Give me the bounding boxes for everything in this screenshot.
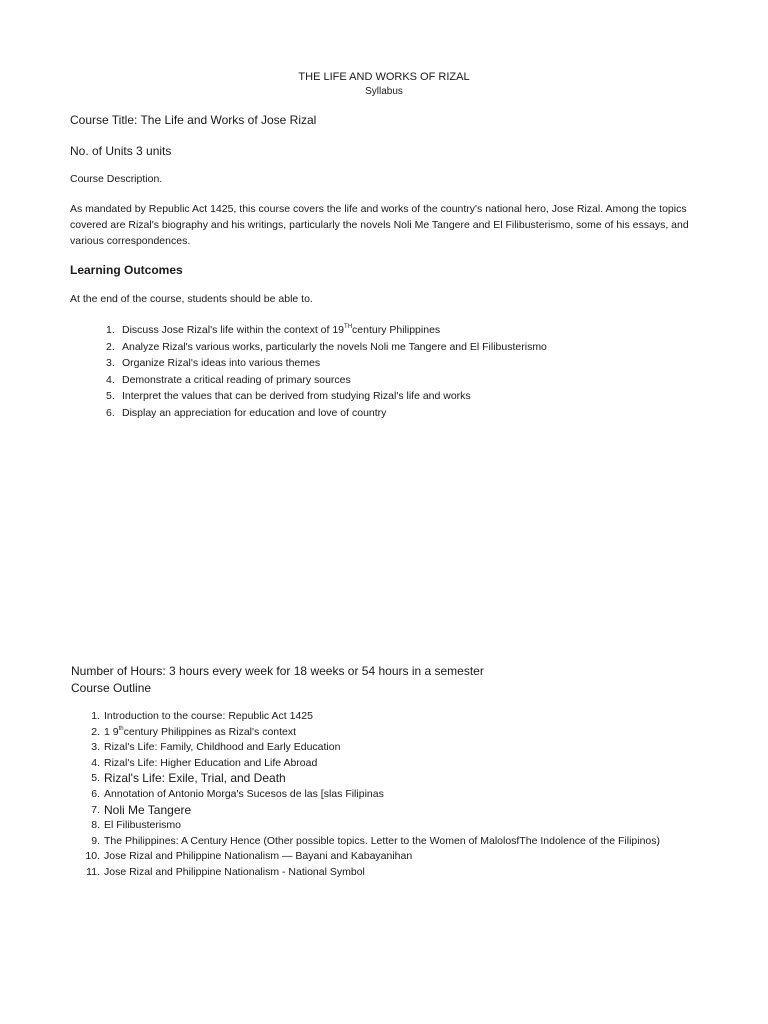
list-item-number: 7. [91, 803, 100, 816]
list-item-number: 9. [91, 834, 100, 847]
document-subtitle: Syllabus [365, 86, 403, 97]
list-item-text: century Philippines [352, 324, 441, 336]
list-item-text: century Philippines as Rizal's context [123, 725, 297, 738]
list-item [106, 405, 547, 422]
list-item-number: 5. [91, 772, 100, 785]
learning-outcomes-list [70, 322, 547, 422]
list-item-number: 6. [91, 787, 100, 800]
list-item-text: Annotation of Antonio Morga's Sucesos de las [slas Filipinas [104, 787, 384, 800]
hours-line: Number of Hours: 3 hours every week for 18 weeks or 54 hours in a semester [71, 664, 484, 678]
course-title-line: Course Title: The Life and Works of Jose Rizal [70, 113, 317, 127]
list-item-superscript: TH [344, 324, 353, 330]
list-item-text: Analyze Rizal's various works, particularly the novels Noli me Tangere and El Filibusterismo [122, 340, 547, 353]
list-item-text: Jose Rizal and Philippine Nationalism — Bayani and Kabayanihan [104, 850, 413, 863]
list-item [91, 756, 660, 772]
list-item-text: Discuss Jose Rizal's life within the context of 19 [122, 324, 345, 336]
list-item [106, 339, 547, 356]
list-item-text: Display an appreciation for education and love of country [122, 406, 387, 419]
list-item-text: Rizal's Life: Higher Education and Life Abroad [104, 756, 318, 769]
list-item-number: 3. [91, 741, 100, 754]
list-item-text: Rizal's Life: Family, Childhood and Early Education [104, 741, 341, 754]
list-item-number: 11. [86, 865, 100, 878]
list-item [91, 725, 660, 741]
list-item-superscript: th [118, 725, 124, 732]
list-item [91, 771, 660, 787]
list-item-text: Interpret the values that can be derived from studying Rizal's life and works [122, 390, 471, 403]
learning-outcomes-intro: At the end of the course, students should be able to. [70, 293, 313, 305]
list-item [91, 740, 660, 756]
list-item-number: 10. [85, 850, 100, 863]
list-item-text: El Filibusterismo [104, 819, 182, 832]
list-item-text: 1 9 [104, 725, 119, 738]
list-item-number: 4. [91, 756, 100, 769]
course-outline-heading: Course Outline [71, 681, 152, 695]
list-item [106, 355, 547, 372]
list-item [106, 388, 547, 405]
list-item [91, 709, 660, 725]
list-item [91, 818, 660, 834]
list-item-text: Demonstrate a critical reading of primary sources [122, 373, 351, 386]
document-title: THE LIFE AND WORKS OF RIZAL [298, 71, 470, 83]
list-item [91, 802, 660, 819]
list-item-text: Rizal's Life: Exile, Trial, and Death [104, 771, 286, 786]
list-item [86, 865, 660, 881]
list-item [85, 849, 660, 865]
course-outline-list [70, 709, 660, 881]
list-item-text: Organize Rizal's ideas into various themes [122, 357, 321, 370]
list-item [91, 834, 661, 850]
list-item-text: The Philippines: A Century Hence (Other possible topics. Letter to the Women of MalolosfThe Indolence of the Filipinos) [104, 834, 661, 847]
list-item-text: Jose Rizal and Philippine Nationalism - National Symbol [104, 865, 365, 878]
course-description-heading: Course Description. [70, 173, 163, 185]
learning-outcomes-heading: Learning Outcomes [70, 263, 183, 277]
list-item-number: 1. [106, 324, 115, 336]
course-description-body: As mandated by Republic Act 1425, this course covers the life and works of the country's national hero, Jose Rizal. Among the topics covered are Rizal's biography and his writings, particularly the novels Noli Me Tangere and El Filibusterismo, some of his essays, and various correspondences. [70, 203, 689, 247]
list-item-number: 5. [106, 390, 115, 403]
list-item-number: 3. [106, 357, 115, 370]
list-item [106, 372, 547, 389]
list-item-number: 4. [106, 373, 115, 386]
list-item-text: Noli Me Tangere [104, 802, 192, 817]
list-item [106, 322, 547, 339]
list-item [91, 787, 660, 803]
list-item-number: 1. [91, 710, 100, 722]
list-item-number: 8. [91, 819, 100, 832]
course-units-line: No. of Units 3 units [70, 144, 172, 158]
list-item-text: Introduction to the course: Republic Act 1425 [104, 710, 313, 722]
list-item-number: 2. [91, 725, 100, 738]
list-item-number: 6. [106, 406, 115, 419]
list-item-number: 2. [106, 340, 115, 353]
